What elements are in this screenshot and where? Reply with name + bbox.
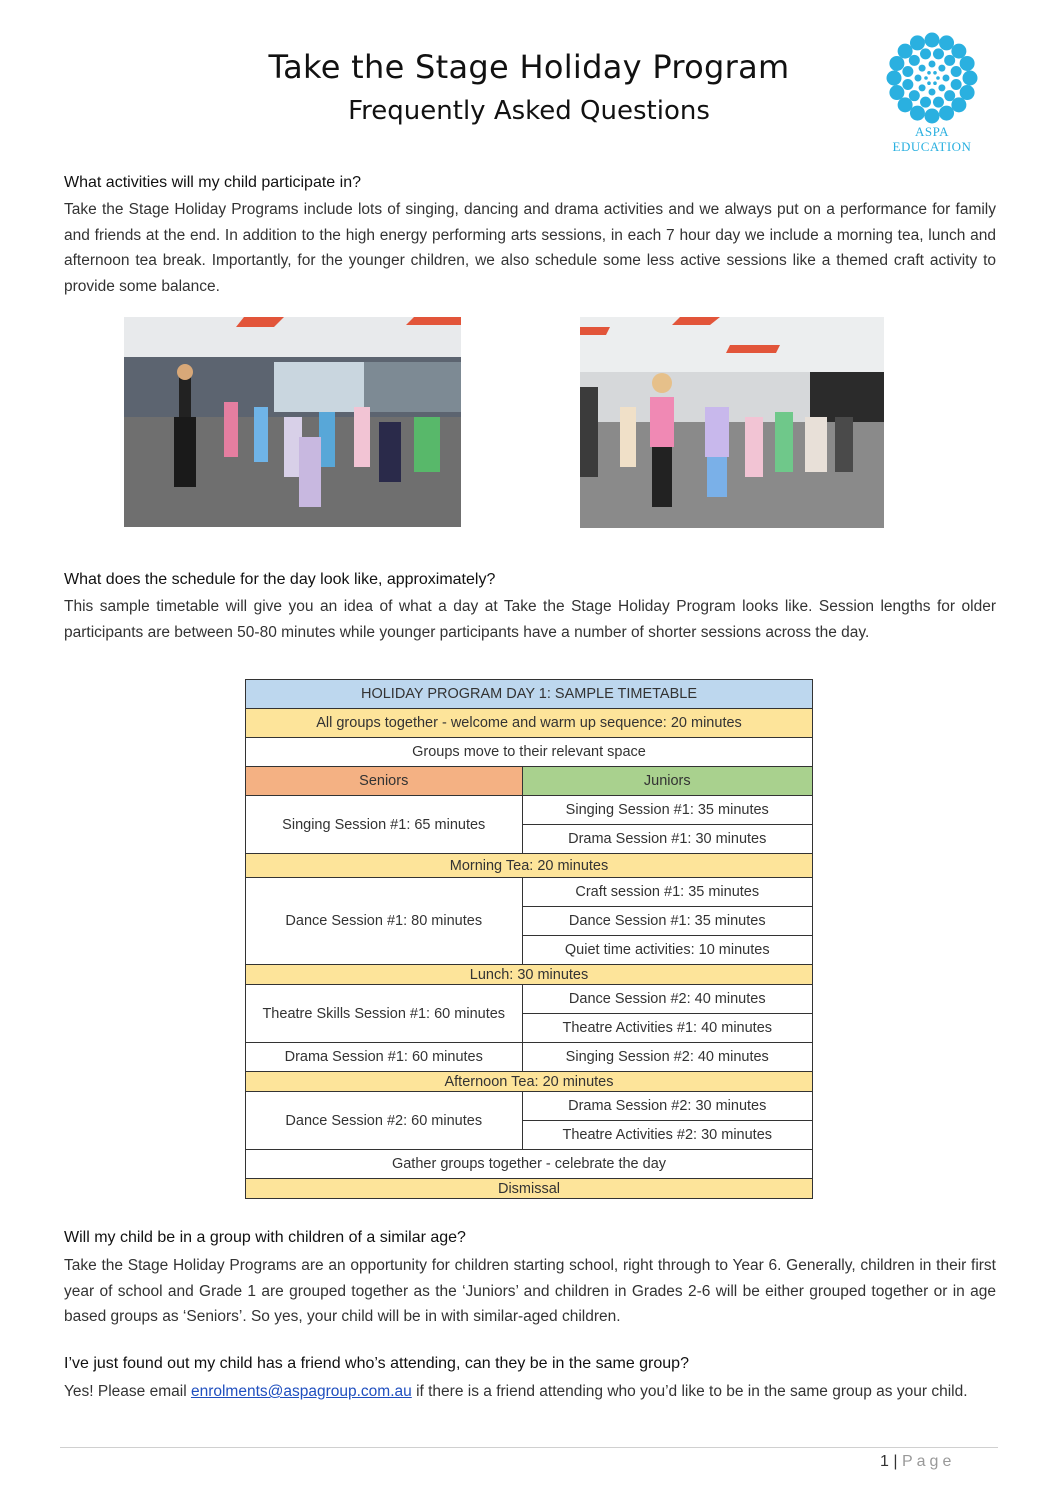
- page-title: Take the Stage Holiday Program: [268, 48, 790, 86]
- logo-dot: [929, 89, 936, 96]
- logo-dot: [927, 71, 931, 75]
- junior-session: Theatre Activities #2: 30 minutes: [522, 1121, 813, 1150]
- logo-dot: [951, 66, 962, 77]
- junior-session: Theatre Activities #1: 40 minutes: [522, 1014, 813, 1043]
- logo-dot: [951, 79, 962, 90]
- faq4-answer-before: Yes! Please email: [64, 1383, 191, 1400]
- logo-dot: [963, 71, 978, 86]
- logo-dot: [933, 71, 937, 75]
- sample-timetable: [245, 679, 813, 1199]
- junior-session: Drama Session #2: 30 minutes: [522, 1092, 813, 1121]
- logo-dot: [910, 35, 925, 50]
- page-number: 1: [880, 1453, 889, 1470]
- logo-dot: [944, 55, 955, 66]
- logo-dot: [920, 48, 931, 59]
- dance-class-photo-right: [580, 317, 884, 528]
- logo-dot: [902, 66, 913, 77]
- junior-session: Dance Session #2: 40 minutes: [522, 985, 813, 1014]
- footer-separator: |: [893, 1453, 898, 1470]
- senior-session: Theatre Skills Session #1: 60 minutes: [246, 985, 523, 1043]
- timetable-title: HOLIDAY PROGRAM DAY 1: SAMPLE TIMETABLE: [246, 680, 813, 709]
- junior-session: Singing Session #1: 35 minutes: [522, 796, 813, 825]
- faq2-answer: This sample timetable will give you an idea of what a day at Take the Stage Holiday Program looks like. Session lengths for older participants are between 50-80 minutes while younger participants have a number of shorter sessions across the day.: [64, 598, 996, 641]
- logo-dot: [933, 97, 944, 108]
- faq2-question: What does the schedule for the day look like, approximately?: [64, 571, 496, 588]
- faq1-question: What activities will my child participate in?: [64, 174, 361, 191]
- logo-dot: [951, 44, 966, 59]
- logo-dot: [920, 97, 931, 108]
- faq4-question: I’ve just found out my child has a friend who’s attending, can they be in the same group?: [64, 1355, 689, 1372]
- logo-dot: [960, 56, 975, 71]
- logo-dot: [910, 106, 925, 121]
- logo-text-line2: EDUCATION: [892, 139, 972, 154]
- logo-text-line1: ASPA: [914, 124, 950, 139]
- faq1-answer: Take the Stage Holiday Programs include lots of singing, dancing and drama activities and we always put on a performance for family and friends at the end. In addition to the high energy performing arts sessions, in each 7 hour day we include a morning tea, lunch and afternoon tea break. Importantly, for the younger children, we also schedule some less active sessions like a themed craft activity to provide some balance.: [64, 201, 996, 295]
- logo-dot: [919, 84, 926, 91]
- faq3-answer: Take the Stage Holiday Programs are an opportunity for children starting school, right through to Year 6. Generally, children in their first year of school and Grade 1 are grouped together as the ‘Juniors’ and children in Grades 2-6 will be either grouped together or in age based groups as ‘Seniors’. So yes, your child will be in with similar-aged children.: [64, 1257, 996, 1325]
- logo-dot: [909, 55, 920, 66]
- page-label: Page: [901, 1453, 956, 1470]
- logo-dot: [944, 90, 955, 101]
- logo-dot: [927, 81, 931, 85]
- logo-dot: [960, 85, 975, 100]
- logo-dot: [936, 76, 940, 80]
- junior-session: Drama Session #1: 30 minutes: [522, 825, 813, 854]
- timetable-all-groups: All groups together - welcome and warm up sequence: 20 minutes: [246, 709, 813, 738]
- faq4-answer: [64, 1379, 996, 1405]
- timetable-break: Morning Tea: 20 minutes: [246, 854, 813, 878]
- senior-session: Singing Session #1: 65 minutes: [246, 796, 523, 854]
- logo-dot: [951, 97, 966, 112]
- logo-dot: [915, 75, 922, 82]
- faq4-answer-after: if there is a friend attending who you’d like to be in the same group as your child.: [411, 1383, 968, 1400]
- logo-dot: [943, 75, 950, 82]
- logo-dot: [925, 109, 940, 124]
- timetable-break: Lunch: 30 minutes: [246, 965, 813, 985]
- logo-dot: [902, 79, 913, 90]
- aspa-logo-icon: [884, 32, 980, 124]
- junior-session: Singing Session #2: 40 minutes: [522, 1043, 813, 1072]
- logo-dot: [938, 65, 945, 72]
- logo-dot: [909, 90, 920, 101]
- logo-dot: [939, 106, 954, 121]
- timetable-break: Afternoon Tea: 20 minutes: [246, 1072, 813, 1092]
- logo-dot: [929, 61, 936, 68]
- juniors-header: Juniors: [522, 767, 813, 796]
- logo-dot: [919, 65, 926, 72]
- logo-dot: [887, 71, 902, 86]
- junior-session: Quiet time activities: 10 minutes: [522, 936, 813, 965]
- logo-dot: [898, 97, 913, 112]
- logo-dot: [889, 56, 904, 71]
- page-footer: [880, 1453, 955, 1471]
- seniors-header: Seniors: [246, 767, 523, 796]
- logo-dot: [889, 85, 904, 100]
- logo-dot: [898, 44, 913, 59]
- logo-dot: [925, 33, 940, 48]
- senior-session: Drama Session #1: 60 minutes: [246, 1043, 523, 1072]
- faq3-question: Will my child be in a group with children of a similar age?: [64, 1229, 466, 1246]
- logo-dot: [939, 35, 954, 50]
- junior-session: Dance Session #1: 35 minutes: [522, 907, 813, 936]
- logo-dot: [933, 81, 937, 85]
- junior-session: Craft session #1: 35 minutes: [522, 878, 813, 907]
- timetable-dismissal: Dismissal: [246, 1179, 813, 1199]
- timetable-gather: Gather groups together - celebrate the day: [246, 1150, 813, 1179]
- footer-divider: [60, 1447, 998, 1448]
- logo-dot: [938, 84, 945, 91]
- dance-class-photo-left: [124, 317, 461, 527]
- logo-dot: [933, 48, 944, 59]
- page-subtitle: Frequently Asked Questions: [348, 96, 710, 126]
- senior-session: Dance Session #2: 60 minutes: [246, 1092, 523, 1150]
- logo-text: [872, 124, 992, 154]
- enrolments-email-link[interactable]: enrolments@aspagroup.com.au: [190, 1383, 412, 1400]
- senior-session: Dance Session #1: 80 minutes: [246, 878, 523, 965]
- logo-dot: [924, 76, 928, 80]
- timetable-groups-move: Groups move to their relevant space: [246, 738, 813, 767]
